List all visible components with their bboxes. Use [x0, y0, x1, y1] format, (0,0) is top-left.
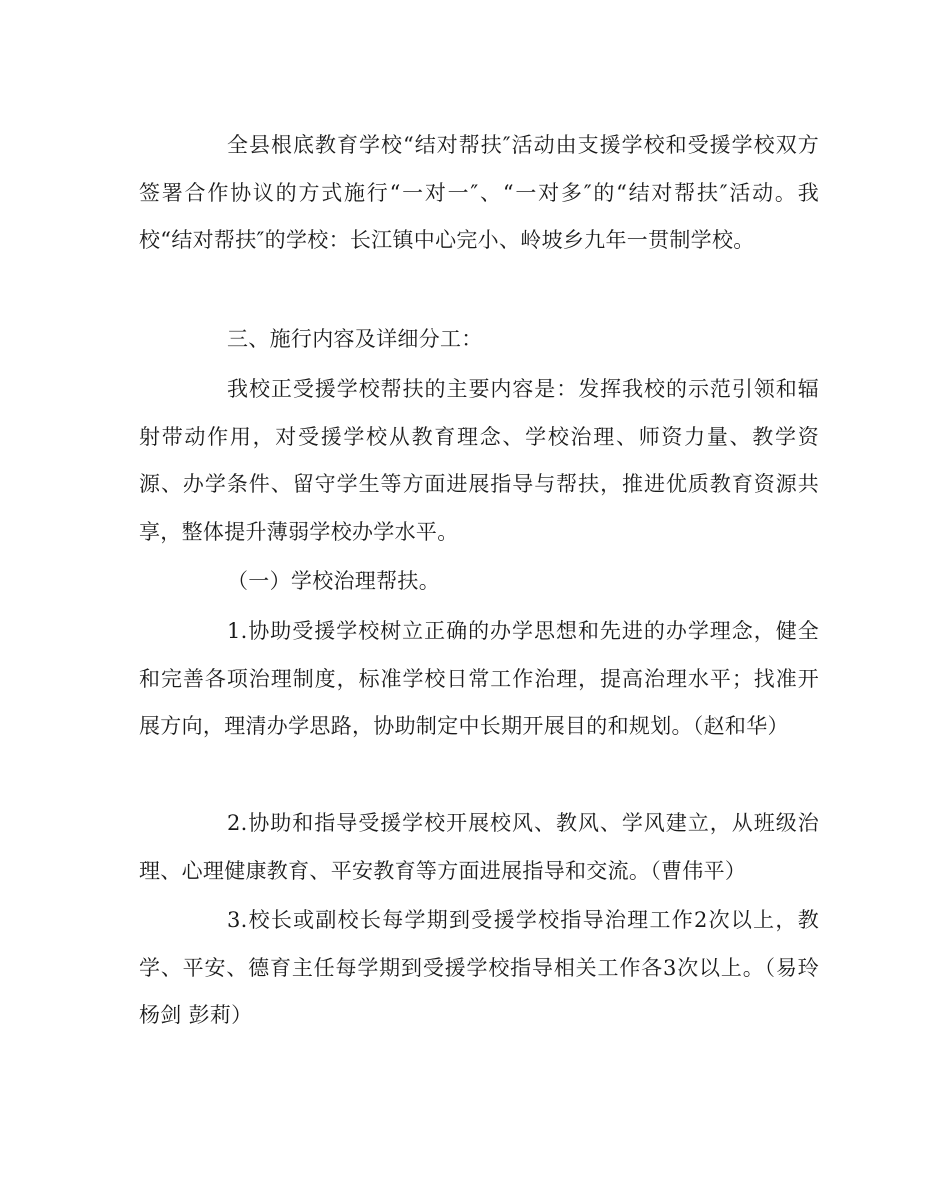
subsection-heading-management: （一）学校治理帮扶。 — [227, 569, 440, 593]
list-item-3: 3.校长或副校长每学期到受援学校指导治理工作2次以上，教学、平安、德育主任每学期到受援学校指导相关工作各3次以上。（易玲 杨剑 彭莉） — [139, 908, 819, 1027]
section-heading-implementation: 三、施行内容及详细分工： — [227, 327, 483, 351]
paragraph-main-content: 我校正受援学校帮扶的主要内容是：发挥我校的示范引领和辐射带动作用，对受援学校从教育理念、学校治理、师资力量、教学资源、办学条件、留守学生等方面进展指导与帮扶，推进优质教育资源共享，整体提升薄弱学校办学水平。 — [139, 377, 819, 544]
list-item-1: 1.协助受援学校树立正确的办学思想和先进的办学理念，健全和完善各项治理制度，标准学校日常工作治理，提高治理水平；找准开展方向，理清办学思路，协助制定中长期开展目的和规划。（赵和华） — [139, 619, 819, 738]
list-item-2: 2.协助和指导受援学校开展校风、教风、学风建立，从班级治理、心理健康教育、平安教育等方面进展指导和交流。（曹伟平） — [139, 811, 819, 883]
paragraph-pairing-overview: 全县根底教育学校“结对帮扶″活动由支援学校和受援学校双方签署合作协议的方式施行“一对一″、“一对多″的“结对帮扶″活动。我校“结对帮扶″的学校：长江镇中心完小、岭坡乡九年一贯制学校。 — [139, 133, 819, 252]
